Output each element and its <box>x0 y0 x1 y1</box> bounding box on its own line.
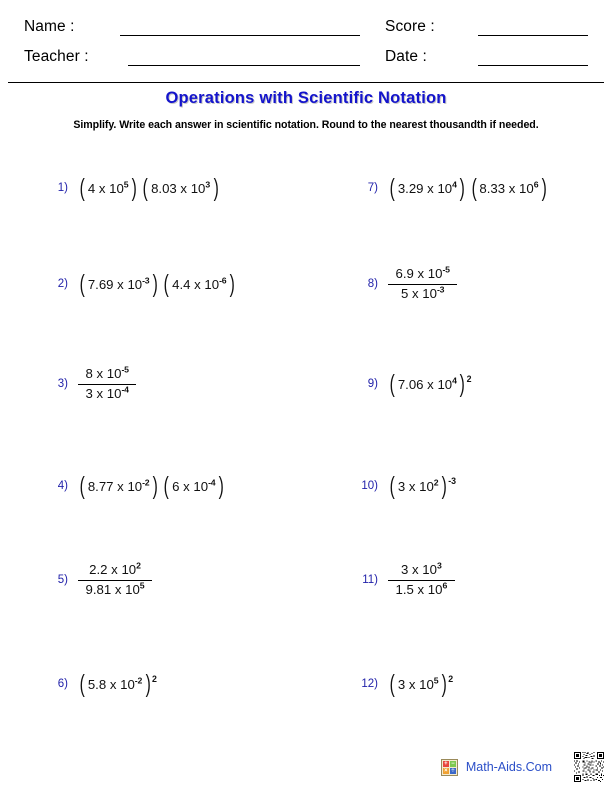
base-term <box>86 677 143 692</box>
times-symbol: x <box>117 478 124 494</box>
base: 10 <box>106 385 122 401</box>
times-symbol: x <box>109 676 117 692</box>
base-term <box>396 377 458 392</box>
mantissa: 7.06 <box>397 376 424 392</box>
header-row-second <box>0 42 612 72</box>
mantissa: 9.81 <box>85 581 112 597</box>
problem-11 <box>348 550 455 610</box>
paren-close: ) <box>459 370 465 398</box>
paren-close: ) <box>152 472 158 500</box>
mantissa: 6 <box>172 478 180 494</box>
calculator-icon: + − × ÷ <box>441 759 458 776</box>
exponent: 2 <box>433 477 439 488</box>
mantissa: 3 <box>397 676 406 692</box>
denominator-term <box>84 582 146 597</box>
base: 10 <box>419 478 434 494</box>
exponent: -5 <box>121 364 129 375</box>
exponent: 3 <box>436 560 442 571</box>
paren-open: ( <box>389 472 395 500</box>
mantissa: 5 <box>401 285 409 301</box>
mantissa: 8 <box>85 366 93 381</box>
mantissa: 7.69 <box>87 276 114 292</box>
times-symbol: x <box>427 180 434 196</box>
problem-5 <box>38 550 152 610</box>
mantissa: 8.77 <box>87 478 114 494</box>
base: 10 <box>121 562 137 577</box>
times-symbol: x <box>194 276 201 292</box>
factor <box>86 181 130 196</box>
factor <box>396 181 458 196</box>
factor <box>150 181 212 196</box>
fraction-denominator <box>78 582 152 599</box>
base: 10 <box>422 285 437 301</box>
fraction-denominator <box>78 386 136 403</box>
times-symbol: x <box>417 266 425 281</box>
header-row-first <box>0 12 612 42</box>
paren-close: ) <box>441 472 447 500</box>
paren-open: ( <box>79 270 85 298</box>
paren-close: ) <box>459 174 465 202</box>
paren-open: ( <box>79 670 85 698</box>
times-symbol: x <box>412 562 419 577</box>
times-symbol: x <box>183 478 190 494</box>
teacher-input-line[interactable] <box>128 65 360 66</box>
problem-number: 10) <box>361 480 378 492</box>
paren-open: ( <box>163 472 170 500</box>
paren-close: ) <box>218 472 224 500</box>
fraction-numerator <box>388 266 457 283</box>
numerator-term <box>394 266 451 281</box>
times-symbol: x <box>412 285 419 301</box>
mantissa: 8.03 <box>151 180 177 196</box>
header-divider-rule <box>8 82 604 83</box>
fraction-bar <box>388 284 457 285</box>
mantissa: 2.2 <box>89 562 108 577</box>
base: 10 <box>193 478 209 494</box>
exponent: 5 <box>139 580 145 591</box>
fraction <box>388 562 455 598</box>
fraction-numerator <box>394 562 450 579</box>
fraction <box>388 266 457 302</box>
problem-expression <box>78 366 136 402</box>
exponent: -5 <box>442 264 450 275</box>
base: 10 <box>427 266 443 281</box>
date-label: Date : <box>385 48 427 65</box>
times-symbol: x <box>427 376 434 392</box>
paren-close: ) <box>213 174 219 202</box>
base-term <box>396 677 440 692</box>
exponent: -2 <box>134 675 143 686</box>
score-input-line[interactable] <box>478 35 588 36</box>
paren-open: ( <box>142 174 148 202</box>
mantissa: 5.8 <box>87 676 107 692</box>
base: 10 <box>437 376 453 392</box>
worksheet-title: Operations with Scientific Notation <box>165 89 447 107</box>
mantissa: 4 <box>87 180 96 196</box>
base: 10 <box>120 676 135 692</box>
times-symbol: x <box>96 385 104 401</box>
worksheet-header <box>0 0 612 80</box>
exponent: -6 <box>219 275 227 286</box>
problem-expression <box>78 472 225 500</box>
problem-grid <box>0 146 612 726</box>
times-symbol: x <box>417 581 425 597</box>
times-symbol: x <box>408 478 416 494</box>
factor <box>171 277 228 292</box>
problem-number: 12) <box>361 678 378 690</box>
numerator-term <box>88 562 143 577</box>
fraction <box>78 562 152 598</box>
fraction-numerator <box>78 366 136 383</box>
name-label: Name : <box>24 18 75 35</box>
mantissa: 3 <box>397 478 406 494</box>
base: 10 <box>190 180 206 196</box>
paren-open: ( <box>79 174 85 202</box>
mantissa: 6.9 <box>395 266 414 281</box>
factor <box>478 181 540 196</box>
numerator-term <box>400 562 444 577</box>
problem-number: 4) <box>57 480 68 492</box>
fraction-denominator <box>394 286 452 303</box>
base: 10 <box>204 276 220 292</box>
exponent: 4 <box>452 179 457 190</box>
mantissa: 1.5 <box>395 581 414 597</box>
base: 10 <box>106 366 122 381</box>
problem-number: 7) <box>367 182 378 194</box>
times-symbol: x <box>508 180 516 196</box>
exponent: -4 <box>121 384 129 395</box>
mantissa: 3 <box>85 385 93 401</box>
problem-3 <box>38 354 136 414</box>
date-input-line[interactable] <box>478 65 588 66</box>
fraction-numerator <box>82 562 149 579</box>
problem-6 <box>38 654 157 714</box>
problem-number: 5) <box>57 574 68 586</box>
problem-expression <box>388 174 548 202</box>
paren-close: ) <box>131 174 137 202</box>
problem-expression <box>78 174 220 202</box>
paren-close: ) <box>145 670 151 698</box>
name-input-line[interactable] <box>120 35 360 36</box>
times-symbol: x <box>96 366 104 381</box>
problem-number: 2) <box>57 278 68 290</box>
problem-number: 11) <box>362 574 378 586</box>
base: 10 <box>419 676 434 692</box>
problem-expression <box>78 562 152 598</box>
problem-expression: ( 3 x $10^2$ ) -3 <box>389 472 457 500</box>
problem-expression: ( 5.8 x $10^{-2}$ ) 2 <box>79 670 157 698</box>
problem-number: 9) <box>367 378 378 390</box>
mantissa: 4.4 <box>172 276 191 292</box>
problem-expression <box>388 562 455 598</box>
problem-number: 1) <box>57 182 68 194</box>
base: 10 <box>427 581 443 597</box>
paren-close: ) <box>229 270 235 298</box>
worksheet-instructions: Simplify. Write each answer in scientific notation. Round to the nearest thousandth if needed. <box>73 119 539 131</box>
exponent: 5 <box>123 179 129 190</box>
paren-open: ( <box>389 670 395 698</box>
exponent: -4 <box>208 477 216 488</box>
times-symbol: x <box>408 676 416 692</box>
problem-number: 8) <box>367 278 378 290</box>
times-symbol: x <box>114 581 122 597</box>
paren-close: ) <box>441 670 447 698</box>
teacher-label: Teacher : <box>24 48 89 65</box>
exponent: 6 <box>533 179 539 190</box>
base: 10 <box>422 562 437 577</box>
problem-expression <box>388 266 457 302</box>
problem-9 <box>348 354 471 414</box>
problem-expression: ( 3 x $10^5$ ) 2 <box>389 670 454 698</box>
paren-open: ( <box>471 174 477 202</box>
paren-open: ( <box>389 174 395 202</box>
base: 10 <box>437 180 453 196</box>
exponent: 6 <box>442 580 448 591</box>
denominator-term <box>400 286 446 301</box>
times-symbol: x <box>111 562 118 577</box>
exponent: 4 <box>452 375 457 386</box>
problem-4 <box>38 456 225 516</box>
fraction-denominator <box>388 582 455 599</box>
exponent: -3 <box>142 275 150 286</box>
mantissa: 3 <box>401 562 409 577</box>
times-symbol: x <box>98 180 106 196</box>
problem-expression <box>78 270 236 298</box>
paren-close: ) <box>541 174 547 202</box>
exponent: 3 <box>205 179 210 190</box>
factor <box>86 277 151 292</box>
qr-code-icon[interactable] <box>574 752 604 782</box>
problem-7 <box>348 158 548 218</box>
denominator-term <box>84 386 130 401</box>
worksheet-footer <box>0 752 612 792</box>
factor <box>171 479 217 494</box>
problem-10 <box>348 456 456 516</box>
factor <box>86 479 151 494</box>
paren-open: ( <box>163 270 170 298</box>
problem-number: 6) <box>57 678 68 690</box>
problem-8 <box>348 254 457 314</box>
denominator-term <box>394 582 449 597</box>
problem-number: 3) <box>57 378 68 390</box>
problem-2 <box>38 254 236 314</box>
paren-open: ( <box>79 472 85 500</box>
mantissa: 8.33 <box>479 180 506 196</box>
base: 10 <box>125 581 140 597</box>
base-term <box>396 479 440 494</box>
exponent: 2 <box>136 560 141 571</box>
problem-expression: ( 7.06 x $10^4$ ) 2 <box>389 370 472 398</box>
exponent: -3 <box>436 284 445 295</box>
base: 10 <box>109 180 124 196</box>
brand-label[interactable]: Math-Aids.Com <box>465 760 552 774</box>
base: 10 <box>127 276 143 292</box>
mantissa: 3.29 <box>397 180 424 196</box>
times-symbol: x <box>117 276 124 292</box>
score-label: Score : <box>385 18 435 35</box>
problem-12 <box>348 654 453 714</box>
exponent: 5 <box>433 675 439 686</box>
times-symbol: x <box>180 180 188 196</box>
fraction <box>78 366 136 402</box>
paren-close: ) <box>152 270 158 298</box>
problem-1 <box>38 158 220 218</box>
base: 10 <box>519 180 534 196</box>
paren-open: ( <box>389 370 395 398</box>
base: 10 <box>127 478 143 494</box>
numerator-term <box>84 366 130 381</box>
exponent: -2 <box>142 477 150 488</box>
